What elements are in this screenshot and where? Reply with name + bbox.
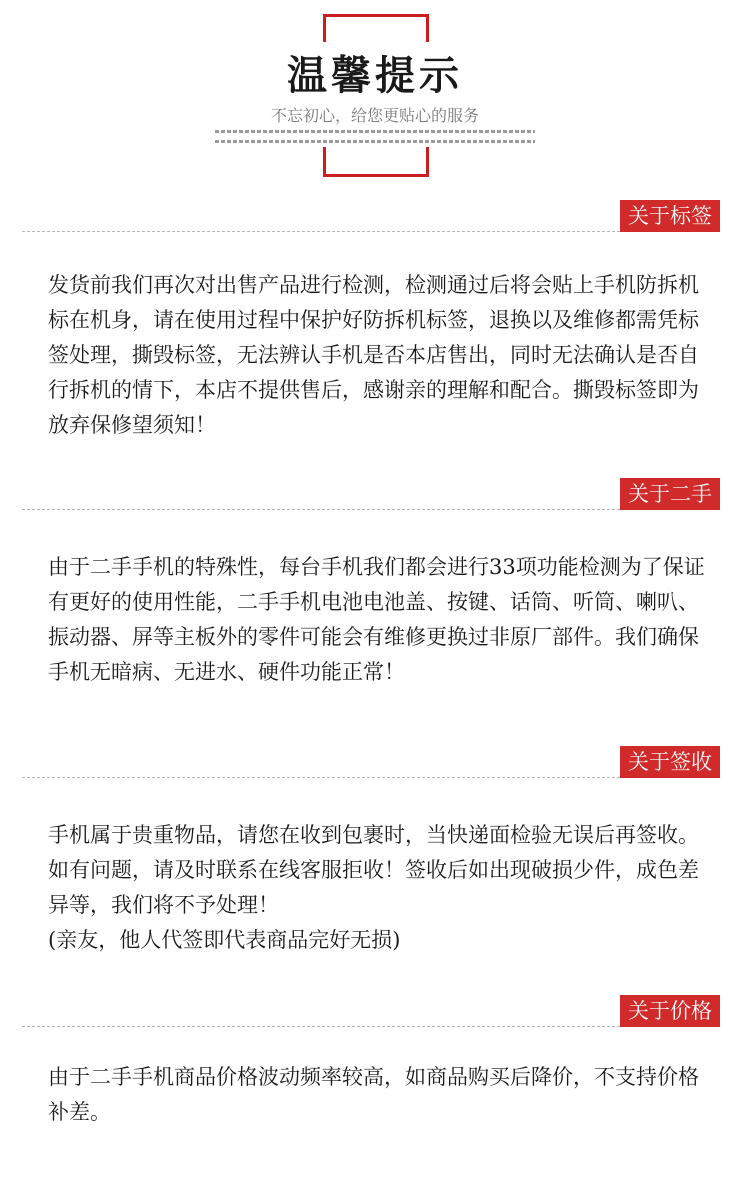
header-decoration-line (215, 130, 535, 133)
section-body-secondhand (48, 550, 708, 690)
section-paragraph-note: (亲友，他人代签即代表商品完好无损) (48, 928, 401, 952)
section-body-label (48, 268, 708, 443)
page-title: 温馨提示 (287, 53, 463, 99)
section-tag-label: 关于标签 (620, 200, 720, 232)
section-tag-signing: 关于签收 (620, 746, 720, 778)
section-divider (22, 231, 720, 232)
section-paragraph: 由于二手手机的特殊性，每台手机我们都会进行33项功能检测为了保证有更好的使用性能，二手手机电池电池盖、按键、话筒、听筒、喇叭、振动器、屏等主板外的零件可能会有维修更换过非原厂部件。我们确保手机无暗病、无进水、硬件功能正常！ (48, 555, 705, 684)
section-tag-price: 关于价格 (620, 995, 720, 1027)
section-body-signing (48, 818, 708, 958)
header-decoration-line (215, 140, 535, 143)
section-divider (22, 1026, 720, 1027)
section-paragraph: 由于二手手机商品价格波动频率较高，如商品购买后降价，不支持价格补差。 (48, 1065, 699, 1124)
section-paragraph: 手机属于贵重物品，请您在收到包裹时，当快递面检验无误后再签收。如有问题，请及时联系在线客服拒收！签收后如出现破损少件，成色差异等，我们将不予处理！ (48, 823, 699, 917)
page-subtitle: 不忘初心，给您更贴心的服务 (270, 106, 479, 125)
section-paragraph: 发货前我们再次对出售产品进行检测，检测通过后将会贴上手机防拆机标在机身，请在使用过程中保护好防拆机标签，退换以及维修都需凭标签处理，撕毁标签，无法辨认手机是否本店售出，同时无法确认是否自行拆机的情下，本店不提供售后，感谢亲的理解和配合。撕毁标签即为放弃保修望须知！ (48, 273, 699, 437)
section-divider (22, 777, 720, 778)
section-body-price (48, 1060, 708, 1130)
section-tag-secondhand: 关于二手 (620, 478, 720, 510)
section-divider (22, 509, 720, 510)
